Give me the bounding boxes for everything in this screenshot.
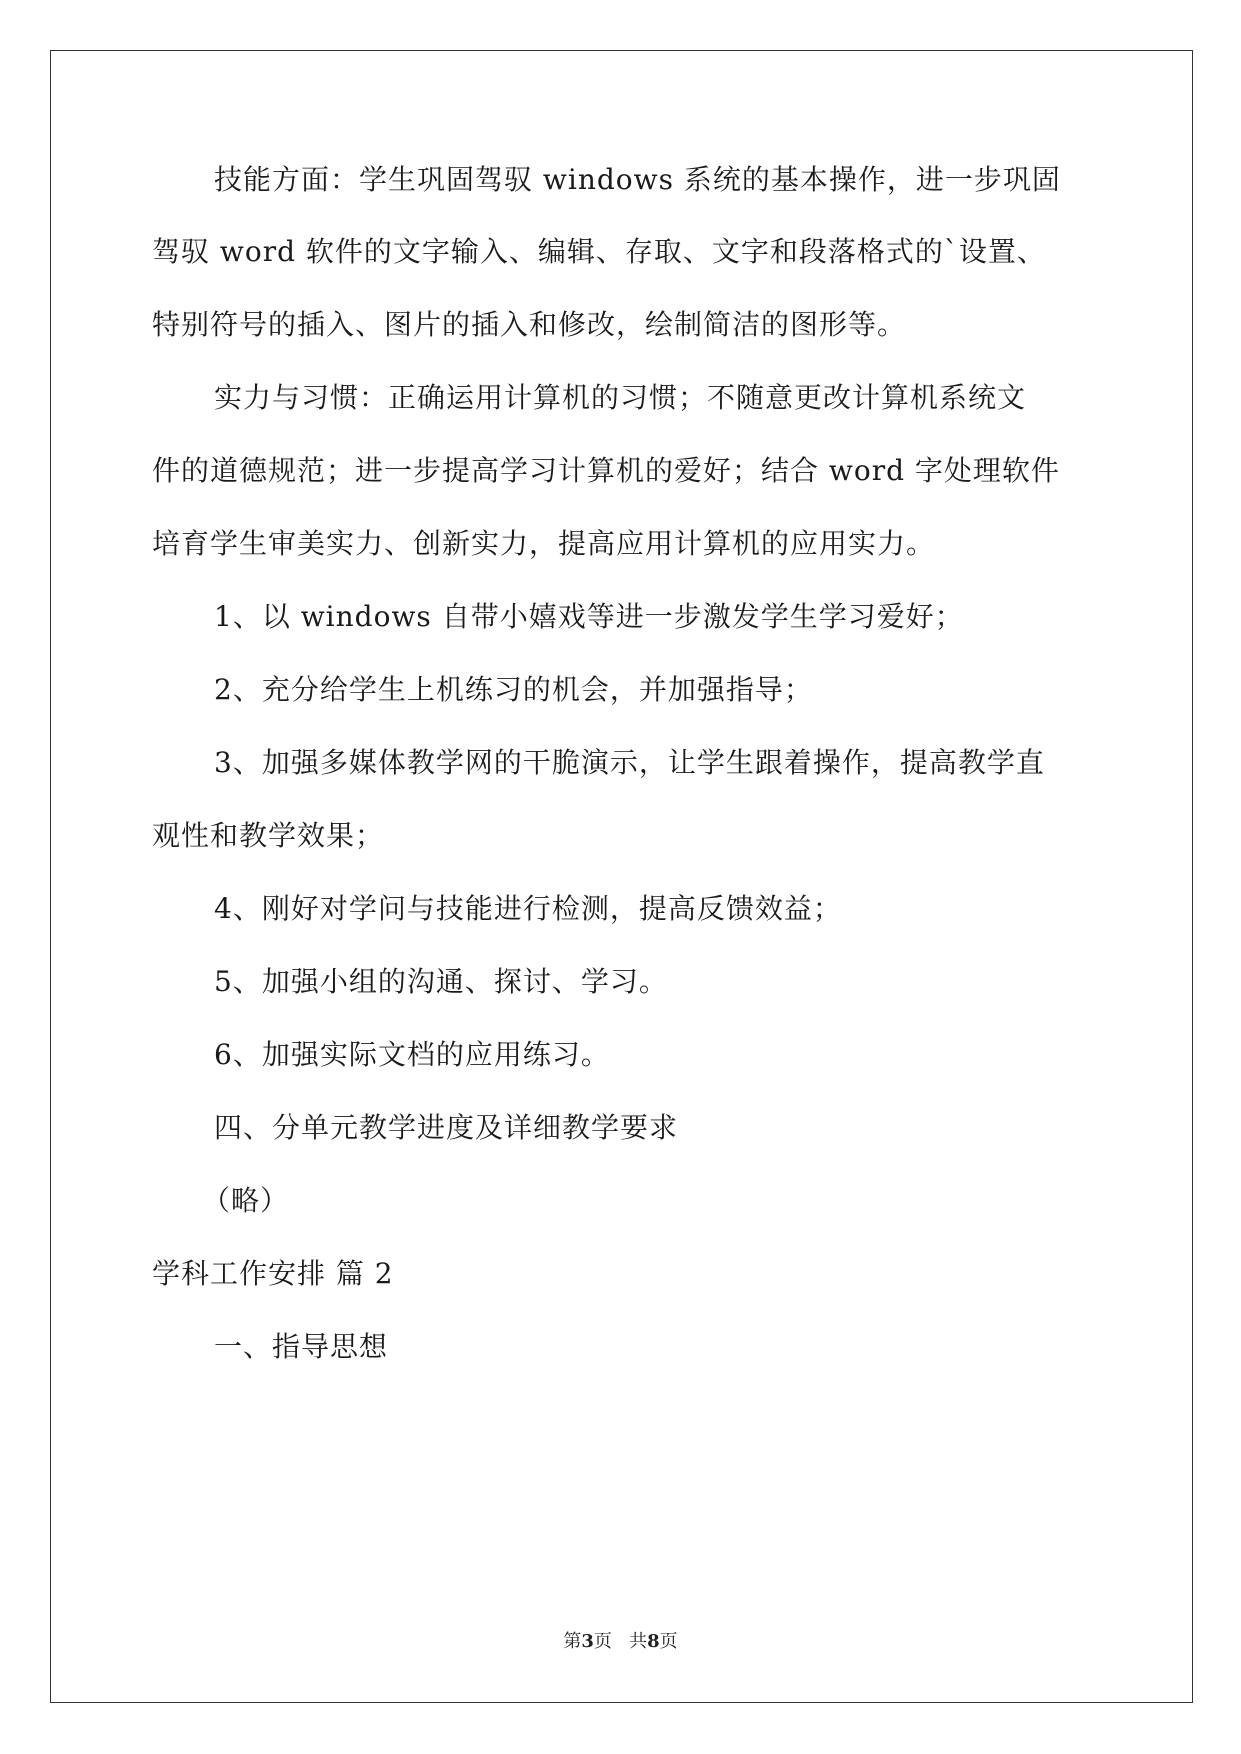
section-heading-four: 四、分单元教学进度及详细教学要求 <box>214 1111 679 1144</box>
paragraph-skills-line-3: 特别符号的插入、图片的插入和修改，绘制简洁的图形等。 <box>152 308 907 341</box>
list-item-4: 4、刚好对学问与技能进行检测，提高反馈效益； <box>214 892 842 925</box>
list-item-5: 5、加强小组的沟通、探讨、学习。 <box>214 965 668 998</box>
list-item-6: 6、加强实际文档的应用练习。 <box>214 1038 610 1071</box>
footer-prefix: 第 <box>563 1631 582 1652</box>
paragraph-ability-line-2: 件的道德规范；进一步提高学习计算机的爱好；结合 word 字处理软件 <box>152 454 1060 487</box>
footer-suffix: 页 <box>659 1631 678 1652</box>
list-item-3-line-2: 观性和教学效果； <box>152 819 385 852</box>
paragraph-ability-line-3: 培育学生审美实力、创新实力，提高应用计算机的应用实力。 <box>152 527 936 560</box>
section-heading-one: 一、指导思想 <box>214 1330 389 1363</box>
article-title: 学科工作安排 篇 2 <box>152 1257 394 1290</box>
list-item-3-line-1: 3、加强多媒体教学网的干脆演示，让学生跟着操作，提高教学直 <box>214 746 1045 779</box>
page-border <box>50 50 1193 1703</box>
omitted-note: （略） <box>202 1184 290 1217</box>
paragraph-skills-line-2: 驾驭 word 软件的文字输入、编辑、存取、文字和段落格式的`设置、 <box>152 235 1046 268</box>
list-item-1: 1、以 windows 自带小嬉戏等进一步激发学生学习爱好； <box>214 600 964 633</box>
page-footer <box>0 1630 1241 1654</box>
footer-middle: 页 共 <box>593 1631 648 1652</box>
total-page-number: 8 <box>647 1631 660 1652</box>
paragraph-skills-line-1: 技能方面：学生巩固驾驭 windows 系统的基本操作，进一步巩固 <box>214 163 1061 196</box>
current-page-number: 3 <box>581 1631 594 1652</box>
list-item-2: 2、充分给学生上机练习的机会，并加强指导； <box>214 673 813 706</box>
paragraph-ability-line-1: 实力与习惯：正确运用计算机的习惯；不随意更改计算机系统文 <box>214 381 1027 414</box>
